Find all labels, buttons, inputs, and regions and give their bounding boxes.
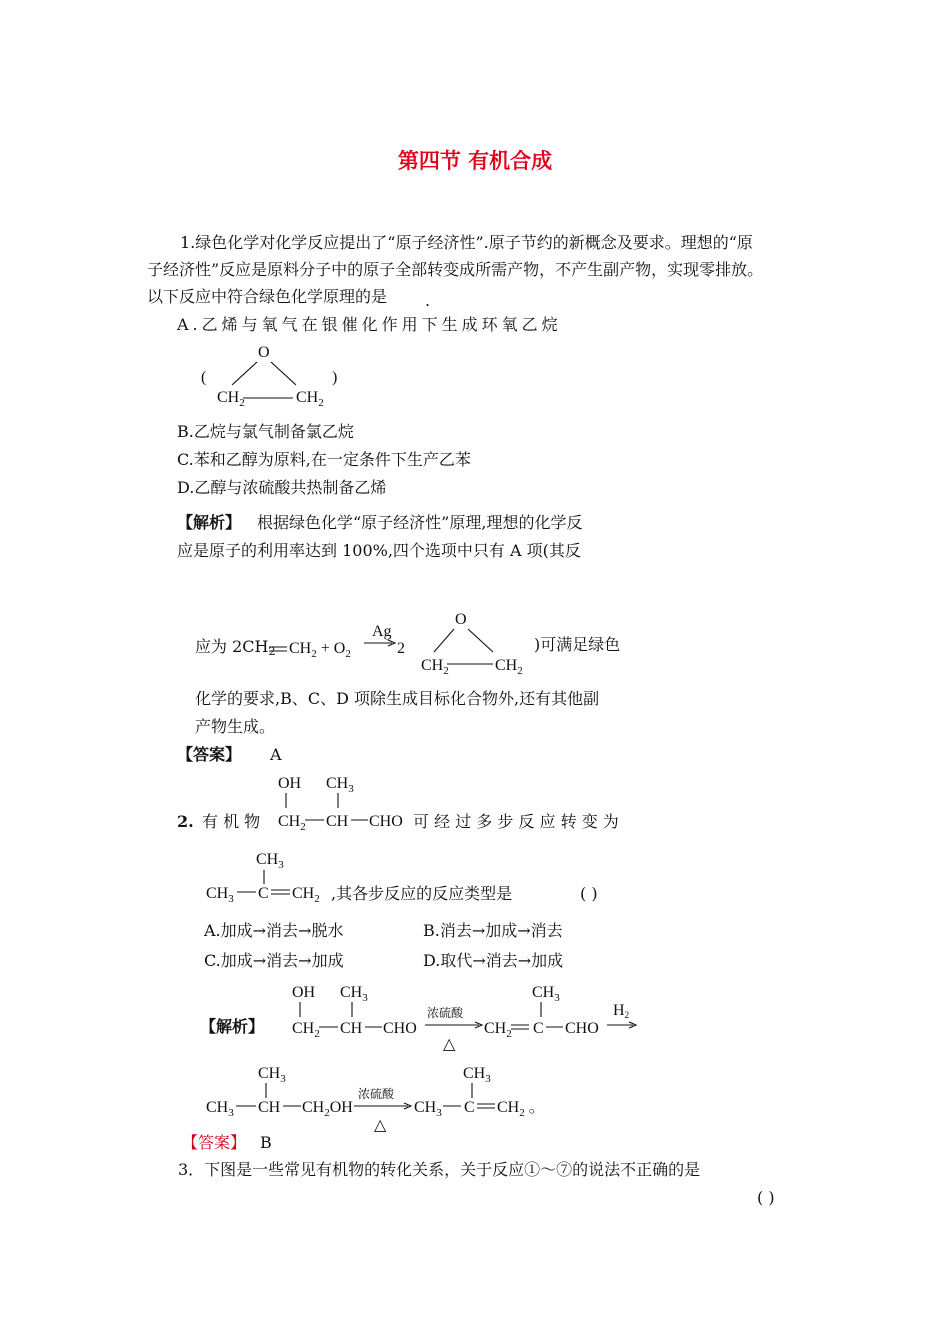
q2-answer-label: 【答案】: [182, 1133, 247, 1152]
reagent-h2: H2: [613, 1002, 630, 1020]
svg-text:CH2: $CH_2$: [278, 813, 306, 833]
oxygen-atom-2: O: [455, 611, 467, 628]
q1-reaction-prefix: 应为 $2CH_2$: [195, 637, 276, 658]
svg-text:CH2: $CH_2$: [495, 657, 523, 677]
q2-analysis-reaction-1: [285, 975, 645, 1061]
q2-option-c: C.加成→消去→加成: [204, 951, 344, 970]
svg-text:CH3: $CH_3$: [256, 851, 284, 871]
svg-text:OH: OH: [278, 775, 302, 792]
q1-option-c: C.苯和乙醇为原料,在一定条件下生产乙苯: [177, 450, 471, 469]
heat-symbol: △: [443, 1036, 456, 1053]
svg-text:CH2: $CH_2$: [296, 389, 324, 409]
page-title: 第四节 有机合成: [397, 149, 553, 173]
heat-symbol-2: △: [374, 1117, 387, 1132]
q1-blank-dot: .: [425, 291, 431, 310]
svg-text:CH: CH: [326, 813, 349, 830]
svg-text:CH3: $CH_3$: [532, 984, 560, 1004]
q1-analysis-label: 【解析】: [177, 513, 242, 532]
svg-text:CH3: $CH_3$: [414, 1099, 442, 1119]
svg-text:CH3: $CH_3$: [206, 1099, 234, 1119]
svg-text:CH2: $CH_2$: [292, 1020, 320, 1040]
q1-stem-line2: 子经济性”反应是原料分子中的原子全部转变成所需产物，不产生副产物，实现零排放。: [147, 260, 764, 279]
svg-text:OH: OH: [292, 984, 316, 1001]
svg-text:C: C: [533, 1020, 544, 1037]
svg-text:CH3: $CH_3$: [326, 775, 354, 795]
q1-analysis-line3: 化学的要求,B、C、D 项除生成目标化合物外,还有其他副: [195, 689, 600, 708]
svg-text:CH2OH: $CH_2OH$: [302, 1099, 353, 1119]
svg-text:CH3: $CH_3$: [340, 984, 368, 1004]
svg-text:CH2 。: $CH_2$ 。: [497, 1099, 545, 1119]
q2-analysis-reaction-2: [198, 1060, 578, 1132]
q1-answer-label: 【答案】: [177, 745, 242, 764]
svg-text:C: C: [464, 1099, 475, 1116]
paren-close: ): [332, 369, 338, 386]
svg-text:C: C: [258, 885, 269, 902]
svg-text:CH3: $CH_3$: [463, 1065, 491, 1085]
svg-text:CH2: $CH_2$: [292, 885, 320, 905]
svg-text:CH3: $CH_3$: [206, 885, 234, 905]
q1-option-b: B.乙烷与氯气制备氯乙烷: [177, 422, 354, 441]
oxygen-atom: O: [258, 344, 270, 361]
paren-open: (: [201, 369, 207, 386]
q1-option-a: A.乙烯与氧气在银催化作用下生成环氧乙烷: [177, 315, 562, 334]
svg-text:CHO: CHO: [383, 1020, 417, 1037]
svg-text:CH2: $CH_2$: [421, 657, 449, 677]
svg-text:CH2: $CH_2$: [217, 389, 245, 409]
q2-target-structure: [198, 846, 338, 906]
catalyst-ag: Ag: [372, 623, 392, 640]
q2-option-b: B.消去→加成→消去: [423, 921, 563, 940]
svg-text:CH2 + O2: $CH_2 + O_2$: [289, 640, 351, 660]
q2-start-structure: [272, 770, 412, 836]
q3-stem: 3．下图是一些常见有机物的转化关系，关于反应①～⑦的说法不正确的是: [178, 1160, 701, 1179]
svg-text:CH2: $CH_2$: [484, 1020, 512, 1040]
q1-analysis-line4: 产物生成。: [195, 717, 276, 736]
q2-stem-post: 可 经 过 多 步 反 应 转 变 为: [413, 812, 619, 831]
q1-stem-line3: 以下反应中符合绿色化学原理的是: [147, 287, 388, 306]
svg-text:2: 2: [397, 640, 405, 657]
q2-option-a: A.加成→消去→脱水: [204, 921, 344, 940]
svg-text:CH3: $CH_3$: [258, 1065, 286, 1085]
q1-option-d: D.乙醇与浓硫酸共热制备乙烯: [177, 478, 387, 497]
q2-option-d: D.取代→消去→加成: [423, 951, 564, 970]
q2-stem-line2: ,其各步反应的反应类型是: [331, 884, 513, 903]
reagent-conc-h2so4-2: 浓硫酸: [358, 1087, 395, 1101]
svg-text:CH: CH: [258, 1099, 281, 1116]
q2-number: 2.: [177, 812, 194, 831]
q1-stem-line1: 1.绿色化学对化学反应提出了“原子经济性”.原子节约的新概念及要求。理想的“原: [180, 233, 753, 252]
q1-reaction-suffix: )可满足绿色: [534, 635, 621, 654]
svg-text:CHO: CHO: [565, 1020, 599, 1037]
q2-answer: B: [260, 1133, 272, 1152]
svg-text:CH: CH: [340, 1020, 363, 1037]
q1-answer: A: [270, 745, 282, 764]
q1-analysis-line1: 根据绿色化学“原子经济性”原理,理想的化学反: [257, 513, 583, 532]
q2-answer-paren: ( ): [580, 884, 598, 903]
reagent-conc-h2so4: 浓硫酸: [427, 1006, 464, 1020]
q2-stem-pre: 有 机 物: [202, 812, 261, 831]
q1-epoxide-structure: [195, 340, 355, 412]
q3-answer-paren: ( ): [757, 1188, 775, 1207]
svg-text:CHO: CHO: [369, 813, 403, 830]
q1-analysis-line2: 应是原子的利用率达到 100%,四个选项中只有 A 项(其反: [177, 541, 581, 560]
q2-analysis-label: 【解析】: [200, 1017, 265, 1036]
